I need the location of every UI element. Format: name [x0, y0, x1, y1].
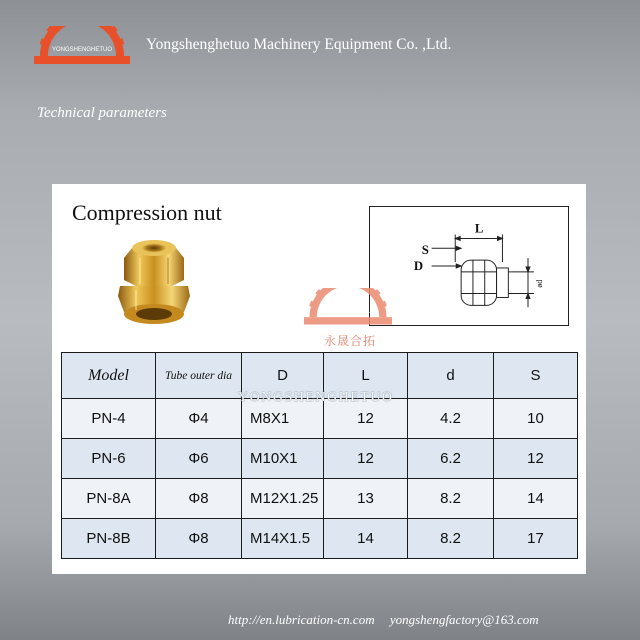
- product-title: Compression nut: [72, 200, 222, 225]
- cell-model: PN-8A: [62, 479, 156, 519]
- table-row: [62, 519, 578, 559]
- cell-bore: 8.2: [408, 479, 494, 519]
- table-row: [62, 399, 578, 439]
- drawing-label-d-thread: D: [413, 258, 424, 273]
- cell-tube-dia: Φ8: [156, 479, 242, 519]
- cell-model: PN-4: [62, 399, 156, 439]
- cell-hex: 10: [494, 399, 578, 439]
- cell-length: 12: [324, 399, 408, 439]
- cell-model: PN-8B: [62, 519, 156, 559]
- header-model: Model: [62, 353, 156, 399]
- drawing-label-d-bore: ød: [534, 279, 544, 288]
- website-link[interactable]: http://en.lubrication-cn.com: [228, 612, 375, 627]
- header-d-bore: d: [408, 353, 494, 399]
- cell-model: PN-6: [62, 439, 156, 479]
- technical-drawing: [369, 206, 569, 326]
- cell-bore: 4.2: [408, 399, 494, 439]
- drawing-label-l: L: [474, 221, 484, 236]
- email-link[interactable]: yongshengfactory@163.com: [389, 612, 539, 627]
- table-row: [62, 479, 578, 519]
- cell-tube-dia: Φ8: [156, 519, 242, 559]
- company-logo: [34, 26, 130, 66]
- watermark-logo: [304, 288, 392, 328]
- drawing-label-s: S: [421, 243, 429, 258]
- table-row: [62, 439, 578, 479]
- watermark-logo-text: YONGSHENGHETUO: [320, 308, 376, 315]
- cell-thread: M8X1: [242, 399, 324, 439]
- cell-thread: M10X1: [242, 439, 324, 479]
- cell-tube-dia: Φ6: [156, 439, 242, 479]
- spec-card: [52, 184, 586, 574]
- cell-thread: M12X1.25: [242, 479, 324, 519]
- cell-hex: 14: [494, 479, 578, 519]
- cell-bore: 6.2: [408, 439, 494, 479]
- header-l: L: [324, 353, 408, 399]
- spec-table: [61, 352, 578, 559]
- company-name: Yongshenghetuo Machinery Equipment Co. ,Ltd.: [146, 36, 452, 53]
- cell-thread: M14X1.5: [242, 519, 324, 559]
- cell-length: 14: [324, 519, 408, 559]
- logo-text: YONGSHENGHETUO: [51, 47, 113, 53]
- compression-nut-image: [114, 234, 194, 326]
- cell-length: 12: [324, 439, 408, 479]
- cell-tube-dia: Φ4: [156, 399, 242, 439]
- header-d-thread: D: [242, 353, 324, 399]
- table-watermark-text: YONGSHENGHETUO: [238, 390, 394, 405]
- header-tube-outer-dia: Tube outer dia: [156, 353, 242, 399]
- section-title: Technical parameters: [37, 105, 167, 121]
- watermark-chinese-text: 永晟合拓: [324, 334, 377, 348]
- table-header-row: [62, 353, 578, 399]
- cell-hex: 12: [494, 439, 578, 479]
- cell-length: 13: [324, 479, 408, 519]
- cell-hex: 17: [494, 519, 578, 559]
- cell-bore: 8.2: [408, 519, 494, 559]
- header-s: S: [494, 353, 578, 399]
- footer: [228, 612, 539, 628]
